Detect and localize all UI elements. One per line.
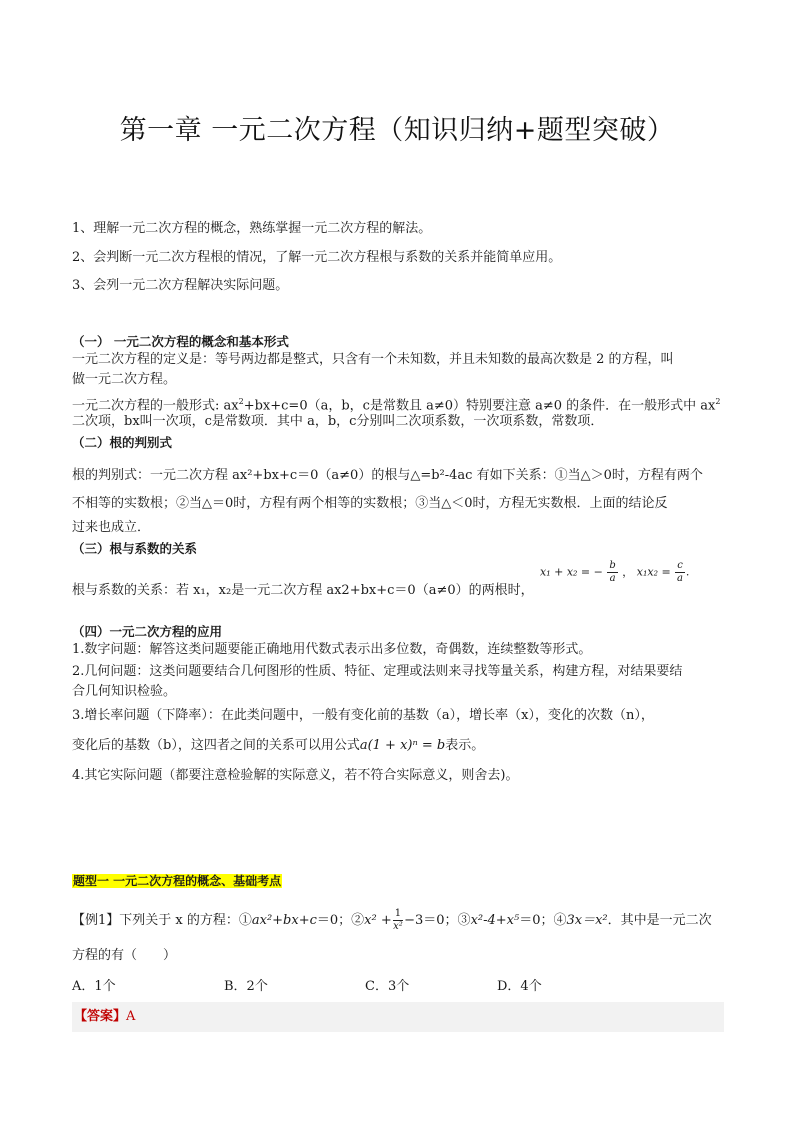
answer xyxy=(72,1002,724,1032)
application-item-4: 4.其它实际问题（都要注意检验解的实际意义，若不符合实际意义，则舍去)。 xyxy=(72,768,519,783)
option-d: D．4个 xyxy=(497,979,542,994)
application-item-1: 1.数字问题：解答这类问题要能正确地用代数式表示出多位数，奇偶数，连续整数等形式。 xyxy=(72,642,592,657)
question-type-heading: 题型一 一元二次方程的概念、基础考点 xyxy=(73,874,282,888)
application-item-3-line2: 变化后的基数（b），这四者之间的关系可以用公式a(1 + x)ⁿ = b表示。 xyxy=(72,738,485,753)
example-fraction: $\frac{1}{\text{x²}}$ xyxy=(393,908,403,932)
sum-fraction: $\frac{b}{a}$ xyxy=(609,560,616,584)
answer-value: A xyxy=(126,1009,136,1024)
section1-definition-line1: 一元二次方程的定义是：等号两边都是整式，只含有一个未知数，并且未知数的最高次数是 2 的方程，叫 xyxy=(72,352,674,367)
option-a: A．1个 xyxy=(72,979,116,994)
application-item-2-line2: 合几何知识检验。 xyxy=(72,684,177,699)
section2-heading: （二）根的判别式 xyxy=(72,435,173,450)
objective-3: 3、会列一元二次方程解决实际问题。 xyxy=(72,278,289,293)
example-question-line1: 【例1】下列关于 x 的方程：①ax²+bx+c＝0；②x² + $\frac{1}{\text{x²}}$ −3＝0；③x²-4+x⁵＝0；④3x＝x²．其中是一元二次 xyxy=(72,908,712,932)
section1-form-line1: 一元二次方程的一般形式: $ax^2+bx+c=0(a$，b，c是常数且 a≠0）特别要注意 a≠0 的条件．在一般形式中 $ax^2$ xyxy=(72,397,721,414)
objective-1: 1、理解一元二次方程的概念，熟练掌握一元二次方程的解法。 xyxy=(72,221,432,236)
answer-label: 【答案】 xyxy=(74,1009,127,1024)
section1-definition-line2: 做一元二次方程。 xyxy=(72,372,177,387)
application-item-2-line1: 2.几何问题：这类问题要结合几何图形的性质、特征、定理或法则来寻找等量关系，构建方程，对结果要结 xyxy=(72,664,683,679)
answer-box xyxy=(72,1002,724,1032)
option-b: B．2个 xyxy=(224,979,268,994)
option-c: C．3个 xyxy=(365,979,410,994)
section2-line1: 根的判别式：一元二次方程 ax²+bx+c＝0（a≠0）的根与△=b²-4ac 有如下关系：①当△＞0时，方程有两个 xyxy=(72,468,703,483)
application-item-3-line1: 3.增长率问题（下降率）：在此类问题中，一般有变化前的基数（a），增长率（x），变化的次数（n）， xyxy=(72,708,654,723)
section2-line2: 不相等的实数根；②当△＝0时，方程有两个相等的实数根；③当△＜0时，方程无实数根．上面的结论反 xyxy=(72,496,668,511)
objective-2: 2、会判断一元二次方程根的情况，了解一元二次方程根与系数的关系并能简单应用。 xyxy=(72,250,562,265)
product-formula-lhs: x₁x₂ = xyxy=(636,565,671,579)
product-fraction: $\frac{c}{a}$ xyxy=(677,560,684,584)
section2-line3: 过来也成立． xyxy=(72,520,151,535)
vieta-formulas: x₁ + x₂ = − $\frac{b}{a}$ ， x₁x₂ = $\frac{c}{a}$ . xyxy=(540,560,690,584)
page-title: 第一章 一元二次方程（知识归纳+题型突破） xyxy=(119,115,675,146)
sum-formula-lhs: x₁ + x₂ = − xyxy=(540,565,603,579)
growth-formula: a(1 + x)ⁿ = b xyxy=(359,738,446,753)
section3-heading: （三）根与系数的关系 xyxy=(72,541,198,556)
section1-form-line2: 二次项，bx叫一次项，c是常数项．其中 a，b，c分别叫二次项系数，一次项系数，常数项． xyxy=(72,414,604,429)
section3-relation-text: 根与系数的关系：若 x₁，x₂是一元二次方程 ax2+bx+c＝0（a≠0）的两根时， xyxy=(72,583,534,598)
example-question-line2: 方程的有（ ） xyxy=(72,948,177,963)
section1-heading: （一） 一元二次方程的概念和基本形式 xyxy=(72,334,289,349)
section4-heading: （四）一元二次方程的应用 xyxy=(72,624,223,639)
